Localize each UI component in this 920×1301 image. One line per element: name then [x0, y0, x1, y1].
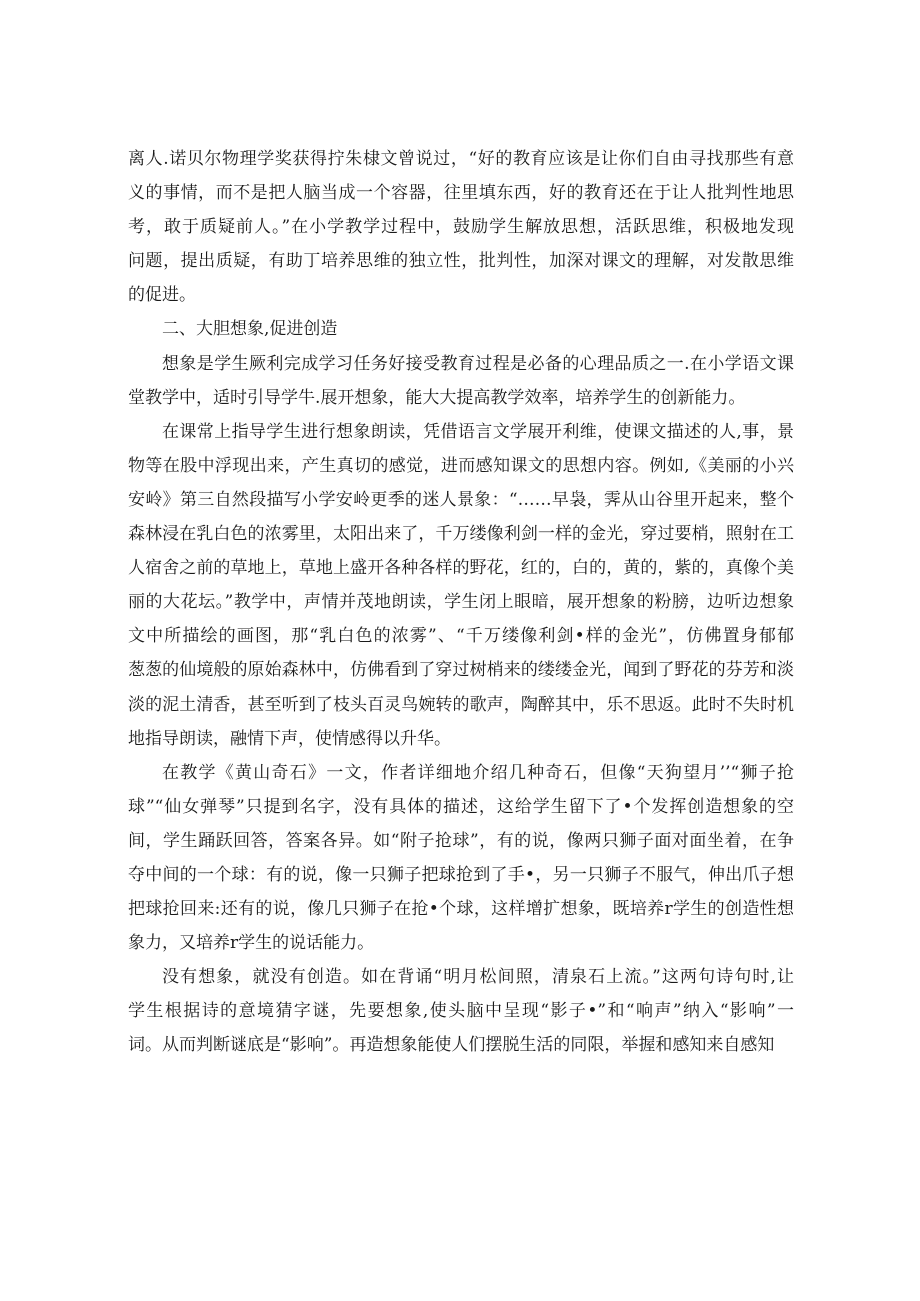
text-line: 淡的泥土清香，甚至听到了枝头百灵鸟婉转的歌声，陶醉其中，乐不思返。此时不失时机	[128, 694, 794, 715]
paragraph	[128, 142, 794, 312]
text-line: 把球抢回来:还有的说，像几只狮子在抢•个球，这样增扩想象，既培养r学生的创造性想	[128, 899, 794, 920]
text-line: 想象是学生厥利完成学习任务好接受教育过程是必备的心理品质之一.在小学语文课	[162, 353, 794, 374]
text-line: 堂教学中，适时引导学牛.展开想象，能大大提高教学效率，培养学生的创新能力。	[128, 387, 746, 408]
text-line: 在教学《黄山奇石》一文，作者详细地介绍几种奇石，但像“天狗望月’’“狮子抢	[162, 762, 794, 783]
text-line: 物等在股中浮现出来，产生真切的感觉，进而感知课文的思想内容。例如,《美丽的小兴	[128, 455, 794, 476]
section-heading	[128, 312, 794, 346]
text-line: 间，学生踊跃回答，答案各异。如“附子抢球”，有的说，像两只狮子面对面坐着，在争	[128, 830, 794, 851]
text-line: 的促进。	[128, 285, 196, 306]
text-line: 没有想象，就没有创造。如在背诵“明月松间照，清泉石上流。”这两句诗句时,让	[162, 967, 794, 988]
text-line: 安岭》第三自然段描写小学安岭更季的迷人景象：“……早袅，霁从山谷里开起来，整个	[128, 489, 794, 510]
text-line: 葱葱的仙境般的原始森林中，仿佛看到了穿过树梢来的缕缕金光，闻到了野花的芬芳和淡	[128, 660, 794, 681]
text-line: 学生根据诗的意境猜字谜，先要想象,使头脑中呈现“影子•”和“响声”纳入“影响”一	[128, 1001, 794, 1022]
paragraph	[128, 347, 794, 415]
text-line: 象力，又培养r学生的说话能力。	[128, 933, 375, 954]
text-line: 二、大胆想象,促进创造	[162, 319, 338, 340]
text-line: 离人.诺贝尔物理学奖获得拧朱棣文曾说过，“好的教育应该是让你们自由寻找那些有意	[128, 149, 794, 169]
document-body	[128, 142, 794, 1063]
text-line: 人宿舍之前的草地上，草地上盛开各种各样的野花，红的，白的，黄的，紫的，真像个美	[128, 558, 794, 579]
text-line: 地指导朗读，融情下声，使情感得以升华。	[128, 728, 451, 749]
text-line: 问题，提出质疑，有助丁培养思维的独立性，批判性，加深对课文的理解，对发散思维	[128, 251, 794, 272]
text-line: 夺中间的一个球：有的说，像一只狮子把球抢到了手•，另一只狮子不服气，伸出爪子想	[128, 864, 794, 885]
text-line: 丽的大花坛。”教学中，声情并茂地朗读，学生闭上眼暗，展开想象的粉膀，边听边想象	[128, 592, 794, 613]
text-line: 义的事情，而不是把人脑当成一个容器，往里填东西，好的教育还在于让人批判性地思	[128, 183, 794, 204]
paragraph	[128, 415, 794, 756]
text-line: 考，敢于质疑前人。”在小学教学过程中，鼓励学生解放思想，活跃思维，积极地发现	[128, 217, 794, 238]
text-line: 球”“仙女弹琴”只提到名字，没有具体的描述，这给学生留下了•个发挥创造想象的空	[128, 796, 794, 817]
text-line: 森林浸在乳白色的浓雾里，太阳出来了，千万缕像利剑一样的金光，穿过要梢，照射在工	[128, 524, 794, 545]
paragraph	[128, 756, 794, 961]
paragraph	[128, 960, 794, 1062]
text-line: 文中所描绘的画图，那“乳白色的浓雾”、“千万缕像利剑•样的金光”，仿佛置身郁郁	[128, 626, 794, 647]
text-line: 词。从而判断谜底是“影响”。再造想象能使人们摆脱生活的同限，举握和感知来自感知	[128, 1035, 775, 1056]
text-line: 在课常上指导学生进行想象朗读，凭借语言文学展开利维，使课文描述的人,事，景	[162, 421, 794, 442]
